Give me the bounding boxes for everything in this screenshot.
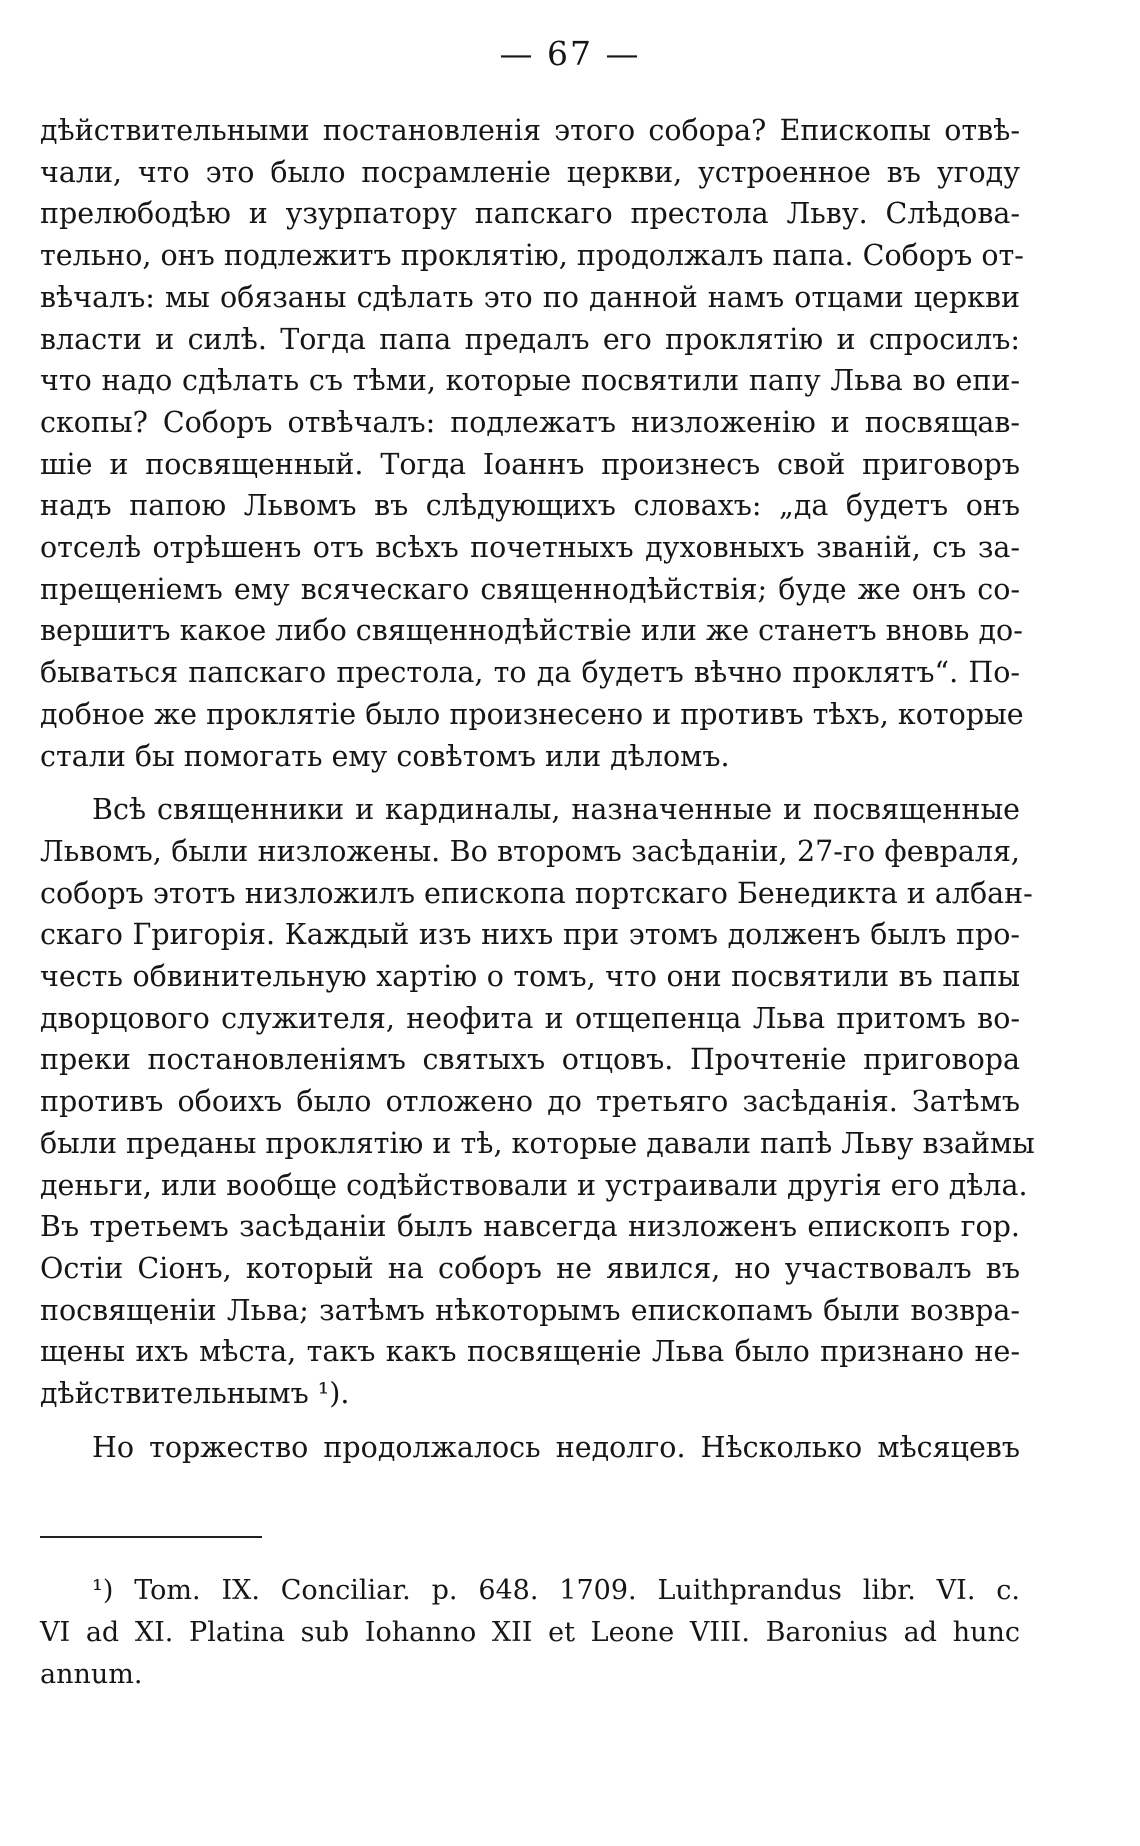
- paragraph-1: [40, 110, 1024, 777]
- text-line: дворцового служителя, неофита и отщепенца Льва притомъ во-: [40, 1001, 1020, 1035]
- footnote-line: annum.: [40, 1659, 143, 1690]
- text-line: противъ обоихъ было отложено до третьяго засѣданія. Затѣмъ: [40, 1085, 1020, 1119]
- text-line: добное же проклятіе было произнесено и противъ тѣхъ, которые: [40, 697, 1024, 731]
- footnote-line: ¹) Tom. IX. Conciliar. p. 648. 1709. Luithprandus libr. VI. c.: [92, 1575, 1020, 1606]
- text-line: Но торжество продолжалось недолго. Нѣсколько мѣсяцевъ: [92, 1430, 1020, 1464]
- text-line: Въ третьемъ засѣданіи былъ навсегда низложенъ епископъ гор.: [40, 1210, 1020, 1244]
- footnote: [40, 1570, 1020, 1696]
- text-line: щены ихъ мѣста, такъ какъ посвященіе Льва было признано не-: [40, 1335, 1020, 1369]
- text-line: преки постановленіямъ святыхъ отцовъ. Прочтеніе приговора: [40, 1043, 1020, 1077]
- text-line: прещеніемъ ему всяческаго священнодѣйствія; буде же онъ со-: [40, 572, 1020, 606]
- text-line: надъ папою Львомъ въ слѣдующихъ словахъ: „да будетъ онъ: [40, 489, 1020, 523]
- body-text: [40, 110, 1035, 1469]
- text-line: честь обвинительную хартію о томъ, что они посвятили въ папы: [40, 960, 1020, 994]
- footnote-divider: [40, 1536, 262, 1538]
- paragraph-2: [40, 789, 1035, 1415]
- text-line: посвященіи Льва; затѣмъ нѣкоторымъ епископамъ были возвра-: [40, 1293, 1020, 1327]
- text-line: бываться папскаго престола, то да будетъ вѣчно проклятъ“. По-: [40, 656, 1020, 690]
- text-line: деньги, или вообще содѣйствовали и устраивали другія его дѣла.: [40, 1168, 1028, 1202]
- text-line: власти и силѣ. Тогда папа предалъ его проклятію и спросилъ:: [40, 322, 1020, 356]
- text-line: были преданы проклятію и тѣ, которые давали папѣ Льву взаймы: [40, 1126, 1035, 1160]
- text-line: соборъ этотъ низложилъ епископа портскаго Бенедикта и албан-: [40, 876, 1033, 910]
- paragraph-3: [40, 1427, 1020, 1469]
- footnote-line: VI ad XI. Platina sub Iohanno XII et Leone VIII. Baronius ad hunc: [40, 1617, 1020, 1648]
- text-line: скаго Григорія. Каждый изъ нихъ при этомъ долженъ былъ про-: [40, 918, 1020, 952]
- text-line: шіе и посвященный. Тогда Іоаннъ произнесъ свой приговоръ: [40, 447, 1020, 481]
- page-number: — 67 —: [499, 34, 641, 73]
- text-line: скопы? Соборъ отвѣчалъ: подлежатъ низложенію и посвящав-: [40, 405, 1020, 439]
- text-line: стали бы помогать ему совѣтомъ или дѣломъ.: [40, 739, 730, 773]
- text-line: дѣйствительнымъ ¹).: [40, 1377, 350, 1411]
- text-line: тельно, онъ подлежитъ проклятію, продолжалъ папа. Соборъ от-: [40, 239, 1024, 273]
- text-line: чали, что это было посрамленіе церкви, устроенное въ угоду: [40, 155, 1020, 189]
- text-line: Остіи Сіонъ, который на соборъ не явился, но участвовалъ въ: [40, 1251, 1020, 1285]
- text-line: Всѣ священники и кардиналы, назначенные и посвященные: [92, 793, 1020, 827]
- text-line: вершитъ какое либо священнодѣйствіе или же станетъ вновь до-: [40, 614, 1023, 648]
- text-line: что надо сдѣлать съ тѣми, которые посвятили папу Льва во епи-: [40, 364, 1020, 398]
- text-line: вѣчалъ: мы обязаны сдѣлать это по данной намъ отцами церкви: [40, 280, 1020, 314]
- text-line: дѣйствительными постановленія этого собора? Епископы отвѣ-: [40, 114, 1020, 147]
- text-line: прелюбодѣю и узурпатору папскаго престола Льву. Слѣдова-: [40, 197, 1020, 231]
- text-line: Львомъ, были низложены. Во второмъ засѣданіи, 27-го февраля,: [40, 834, 1020, 868]
- text-line: отселѣ отрѣшенъ отъ всѣхъ почетныхъ духовныхъ званій, съ за-: [40, 531, 1020, 565]
